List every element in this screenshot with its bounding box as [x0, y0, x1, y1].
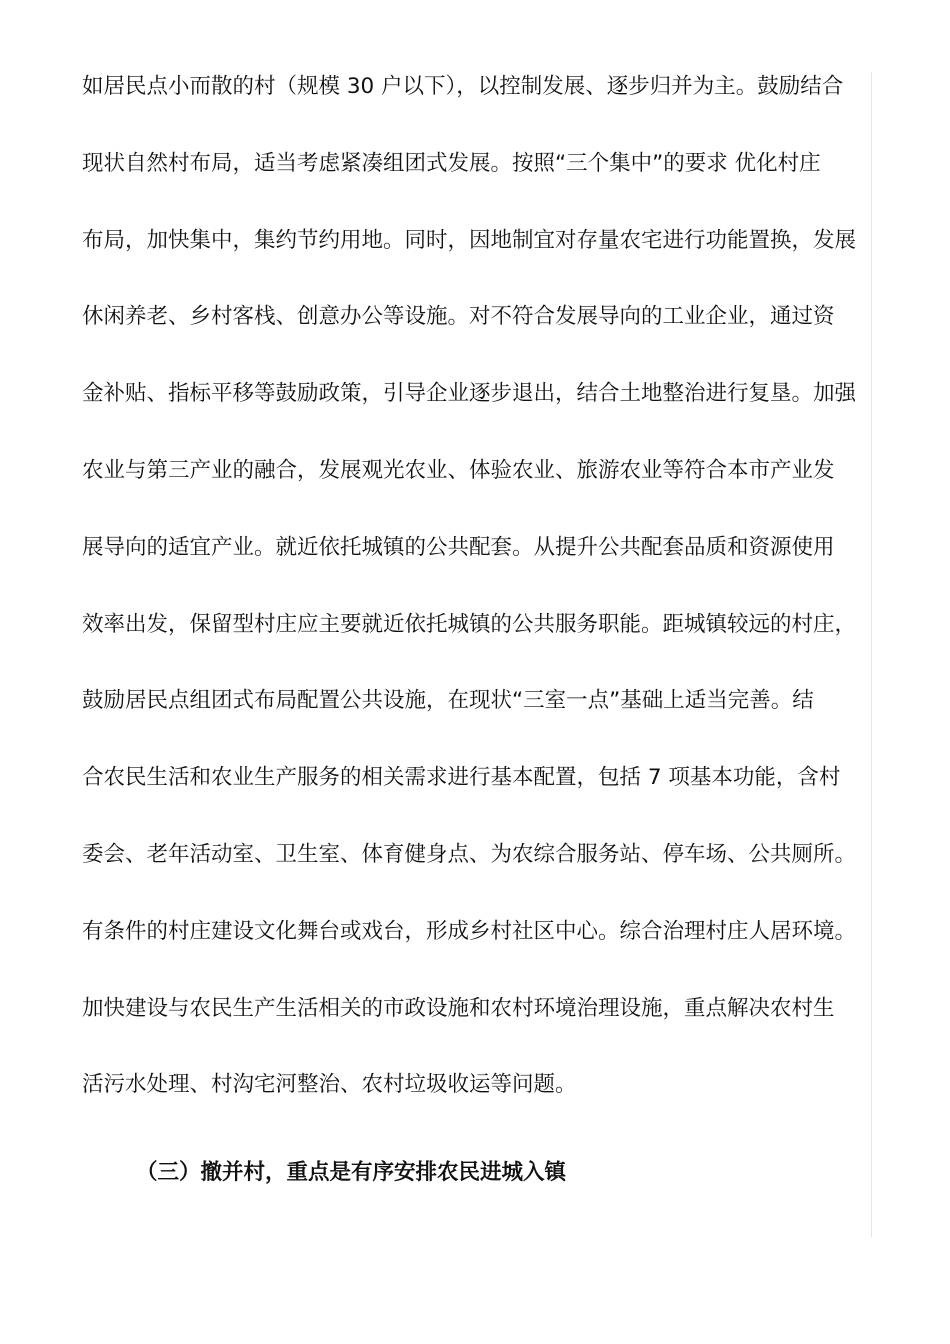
paragraph-line: 活污水处理、村沟宅河整治、农村垃圾收运等问题。: [82, 1072, 577, 1098]
paragraph-line: 有条件的村庄建设文化舞台或戏台，形成乡村社区中心。综合治理村庄人居环境。: [82, 918, 857, 944]
paragraph-line: 鼓励居民点组团式布局配置公共设施，在现状“三室一点”基础上适当完善。结: [82, 688, 814, 714]
paragraph-line: 委会、老年活动室、卫生室、体育健身点、为农综合服务站、停车场、公共厕所。: [82, 841, 857, 867]
paragraph-line: 农业与第三产业的融合，发展观光农业、体验农业、旅游农业等符合本市产业发: [82, 457, 835, 483]
section-heading: （三）撤并村，重点是有序安排农民进城入镇: [136, 1160, 567, 1185]
body-paragraph: [82, 66, 882, 1141]
paragraph-line: 展导向的适宜产业。就近依托城镇的公共配套。从提升公共配套品质和资源使用: [82, 534, 835, 560]
paragraph-line: 金补贴、指标平移等鼓励政策，引导企业逐步退出，结合土地整治进行复垦。加强: [82, 381, 857, 407]
paragraph-line: 合农民生活和农业生产服务的相关需求进行基本配置，包括 7 项基本功能，含村: [82, 765, 841, 791]
paragraph-line: 加快建设与农民生产生活相关的市政设施和农村环境治理设施，重点解决农村生: [82, 995, 835, 1021]
paragraph-line: 如居民点小而散的村（规模 30 户以下），以控制发展、逐步归并为主。鼓励结合: [82, 74, 844, 99]
paragraph-line: 效率出发，保留型村庄应主要就近依托城镇的公共服务职能。距城镇较远的村庄，: [82, 611, 857, 637]
paragraph-line: 现状自然村布局，适当考虑紧凑组团式发展。按照“三个集中”的要求 优化村庄: [82, 150, 821, 176]
paragraph-line: 休闲养老、乡村客栈、创意办公等设施。对不符合发展导向的工业企业，通过资: [82, 304, 835, 330]
paragraph-line: 布局，加快集中，集约节约用地。同时，因地制宜对存量农宅进行功能置换，发展: [82, 227, 857, 253]
